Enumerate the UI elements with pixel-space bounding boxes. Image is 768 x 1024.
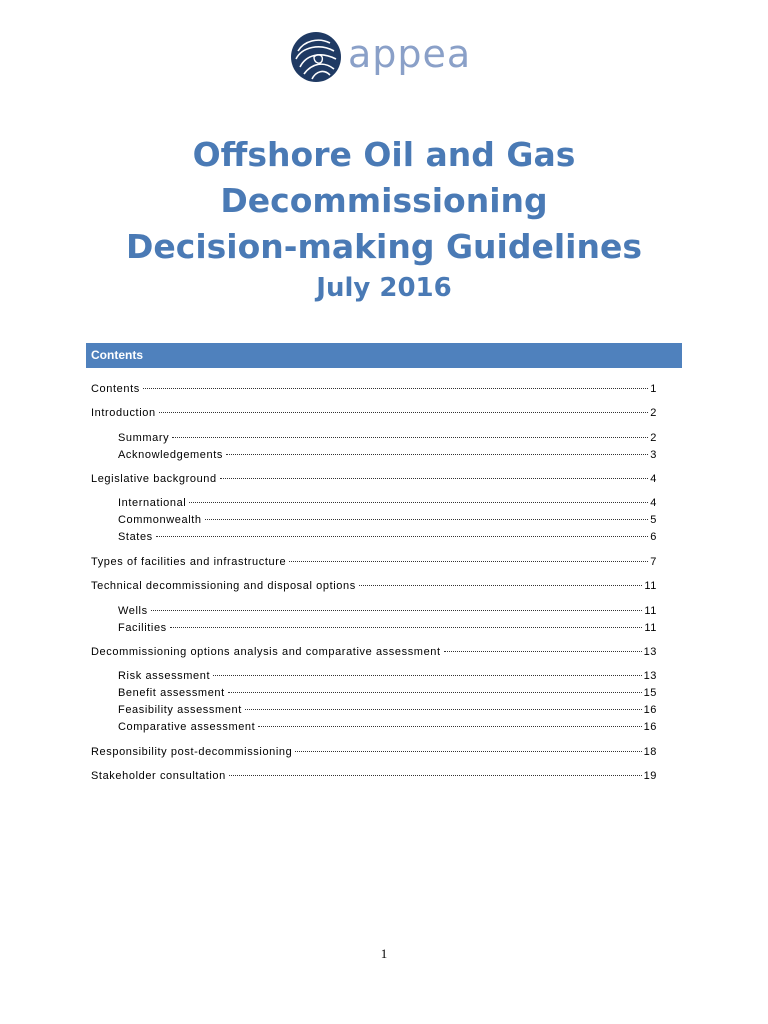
toc-entry[interactable]	[118, 508, 657, 526]
toc-dot-leader	[159, 398, 649, 413]
toc-entry-page: 13	[643, 670, 657, 682]
toc-entry-label: Stakeholder consultation	[91, 770, 226, 782]
toc-entry-label: Contents	[91, 383, 140, 395]
toc-dot-leader	[245, 695, 642, 710]
toc-dot-leader	[258, 712, 641, 727]
toc-entry-label: Introduction	[91, 407, 156, 419]
toc-entry[interactable]	[118, 715, 657, 733]
toc-entry-label: Legislative background	[91, 473, 217, 485]
toc-entry-label: Responsibility post-decommissioning	[91, 746, 293, 758]
toc-entry-label: Summary	[118, 432, 170, 444]
toc-entry-label: International	[118, 497, 187, 509]
toc-entry[interactable]	[91, 574, 657, 592]
toc-entry[interactable]	[118, 698, 657, 716]
toc-entry-label: Benefit assessment	[118, 687, 225, 699]
toc-entry[interactable]	[91, 640, 657, 658]
toc-entry-page: 16	[643, 704, 657, 716]
toc-dot-leader	[289, 547, 648, 562]
title-line-1: Offshore Oil and Gas	[192, 135, 576, 174]
toc-entry-page: 4	[650, 473, 657, 485]
logo-wordmark: appea	[348, 32, 472, 76]
toc-dot-leader	[170, 613, 643, 628]
toc-entry[interactable]	[91, 401, 657, 419]
title-line-2: Decommissioning	[220, 181, 548, 220]
toc-entry-label: States	[118, 531, 153, 543]
toc-entry[interactable]	[91, 467, 657, 485]
toc-dot-leader	[143, 374, 648, 389]
toc-entry[interactable]	[91, 740, 657, 758]
toc-entry-page: 16	[643, 721, 657, 733]
toc-dot-leader	[213, 661, 641, 676]
toc-entry[interactable]	[118, 525, 657, 543]
toc-entry[interactable]	[118, 426, 657, 444]
toc-entry-page: 5	[650, 514, 657, 526]
toc-entry-label: Types of facilities and infrastructure	[91, 556, 287, 568]
toc-entry-page: 2	[650, 432, 657, 444]
toc-entry[interactable]	[91, 377, 657, 395]
toc-entry-label: Acknowledgements	[118, 449, 223, 461]
toc-entry-page: 6	[650, 531, 657, 543]
toc-dot-leader	[229, 761, 642, 776]
appea-logo	[290, 31, 471, 83]
toc-dot-leader	[189, 488, 648, 503]
toc-entry-page: 19	[643, 770, 657, 782]
toc-dot-leader	[151, 596, 643, 611]
toc-entry-label: Feasibility assessment	[118, 704, 242, 716]
toc-dot-leader	[220, 464, 649, 479]
toc-entry-page: 2	[650, 407, 657, 419]
contents-header-bar: Contents	[86, 343, 682, 368]
toc-entry[interactable]	[118, 491, 657, 509]
toc-entry[interactable]	[118, 681, 657, 699]
toc-dot-leader	[172, 423, 648, 438]
toc-entry-label: Commonwealth	[118, 514, 202, 526]
toc-entry-label: Technical decommissioning and disposal options	[91, 580, 356, 592]
toc-entry-page: 11	[644, 580, 657, 592]
toc-entry-page: 3	[650, 449, 657, 461]
title-line-3: Decision-making Guidelines	[125, 227, 642, 266]
toc-entry[interactable]	[118, 616, 657, 634]
toc-entry-page: 13	[643, 646, 657, 658]
toc-entry[interactable]	[91, 764, 657, 782]
toc-entry-label: Comparative assessment	[118, 721, 256, 733]
appea-emblem-icon	[290, 31, 342, 83]
toc-entry-page: 11	[644, 605, 657, 617]
toc-entry-label: Risk assessment	[118, 670, 211, 682]
toc-entry-page: 15	[643, 687, 657, 699]
toc-entry-page: 11	[644, 622, 657, 634]
toc-dot-leader	[295, 737, 641, 752]
toc-dot-leader	[359, 571, 643, 586]
toc-dot-leader	[205, 505, 649, 520]
toc-entry-page: 18	[643, 746, 657, 758]
title-date: July 2016	[316, 273, 452, 303]
toc-entry[interactable]	[91, 550, 657, 568]
toc-entry-label: Wells	[118, 605, 148, 617]
toc-entry-page: 1	[650, 383, 657, 395]
toc-entry-page: 7	[650, 556, 657, 568]
toc-entry[interactable]	[118, 599, 657, 617]
document-title	[0, 132, 768, 306]
toc-dot-leader	[228, 678, 642, 693]
toc-entry-label: Facilities	[118, 622, 167, 634]
toc-entry[interactable]	[118, 664, 657, 682]
toc-dot-leader	[444, 637, 642, 652]
toc-entry-label: Decommissioning options analysis and comparative assessment	[91, 646, 441, 658]
page-number: 1	[380, 946, 388, 961]
toc-dot-leader	[226, 440, 648, 455]
toc-entry-page: 4	[650, 497, 657, 509]
toc-entry[interactable]	[118, 443, 657, 461]
toc-dot-leader	[156, 522, 648, 537]
